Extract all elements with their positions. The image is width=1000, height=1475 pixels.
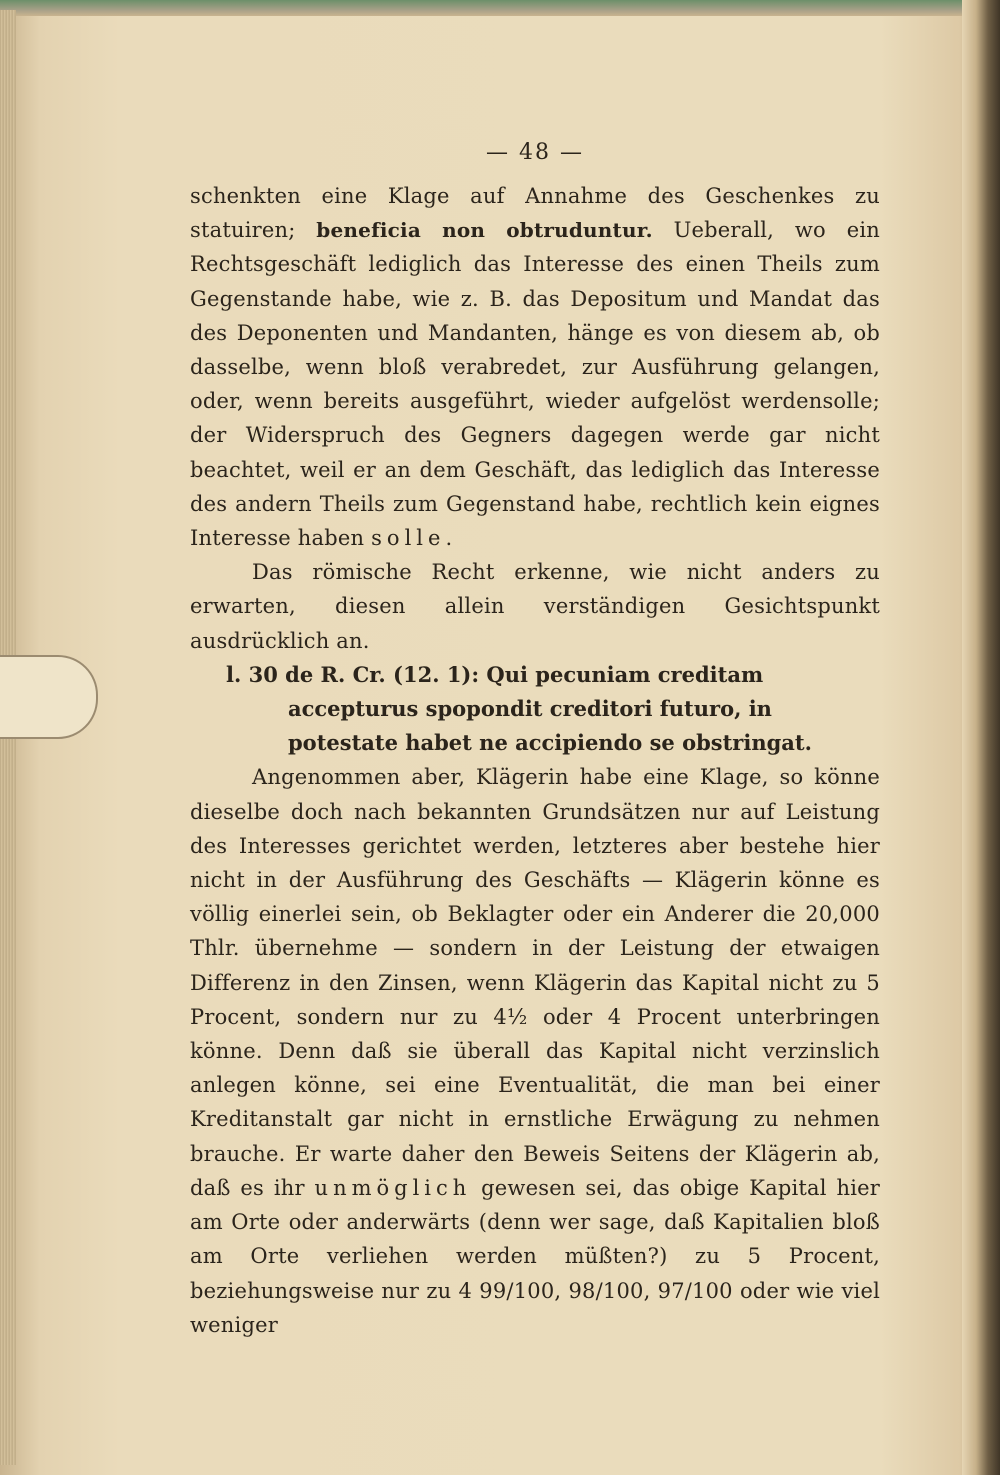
latin-maxim: beneficia non obtruduntur.	[316, 218, 653, 243]
paragraph-2: Das römische Recht erkenne, wie nicht anders zu erwarten, diesen allein verständigen Gesichtspunkt ausdrücklich an.	[190, 560, 880, 653]
paragraph-1-end: .	[445, 526, 453, 551]
paragraph-3-spaced-word: unmöglich	[314, 1175, 472, 1200]
top-edge-strip	[0, 0, 1000, 16]
paragraph-3-part-a: Angenommen aber, Klägerin habe eine Klage, so könne dieselbe doch nach bekannten Grundsätzen nur auf Leistung des Interesses gerichtet werden, letzteres aber bestehe hier nicht in der Ausführung des Geschäfts — Klägerin könne es völlig einerlei sein, ob Beklagter oder ein Anderer die 20,000 Thlr. übernehme — sondern in der Leistung der etwaigen Differenz in den Zinsen, wenn Klägerin das Kapital nicht zu 5 Procent, sondern nur zu 4½ oder 4 Procent unterbringen könne. Denn daß sie überall das Kapital nicht verzinslich anlegen könne, sei eine Eventualität, die man bei einer Kreditanstalt gar nicht in ernstliche Erwägung zu nehmen brauche. Er warte daher den Beweis Seitens der Klägerin ab, daß es ihr	[190, 765, 880, 1200]
paragraph-1-part-c: ; der Widerspruch des Gegners dagegen werde gar nicht beachtet, weil er an dem Geschäft, das lediglich das Interesse des andern Theils zum Gegenstand habe, rechtlich kein eignes Interesse haben	[190, 389, 880, 551]
paragraph-1-part-a: schenkten eine Klage auf Annahme des Geschenkes zu statuiren;	[190, 184, 880, 243]
paragraph-3	[190, 760, 880, 1341]
paragraph-3-part-b: gewesen sei, das obige Kapital hier am Orte oder anderwärts (denn wer sage, daß Kapitalien bloß am Orte verliehen werden müßten?) zu 5 Procent, beziehungsweise nur zu 4 99/100, 98/100, 97/100 oder wie viel weniger	[190, 1175, 880, 1337]
page-text-block	[190, 140, 880, 1342]
paragraph-1-part-b: Ueberall, wo ein Rechtsgeschäft lediglich das Interesse des einen Theils zum Gegenstande habe, wie z. B. das Depositum und Mandat das des Deponenten und Mandanten, hänge es von diesem ab, ob dasselbe, wenn bloß verabredet, zur Ausführung gelangen, oder, wenn bereits ausgeführt, wieder aufgelöst werden	[190, 218, 880, 414]
paragraph-1-solle: solle	[822, 389, 873, 414]
paragraph-1	[190, 179, 880, 555]
paragraph-1-spaced-solle: solle	[371, 526, 446, 551]
latin-quotation: l. 30 de R. Cr. (12. 1): Qui pecuniam creditam accepturus spopondit creditori futuro, in potestate habet ne accipiendo se obstringat.	[226, 661, 812, 756]
book-binding-shadow	[962, 0, 1000, 1475]
page-bookmark-tab	[0, 655, 98, 739]
page-number: — 48 —	[486, 140, 584, 165]
